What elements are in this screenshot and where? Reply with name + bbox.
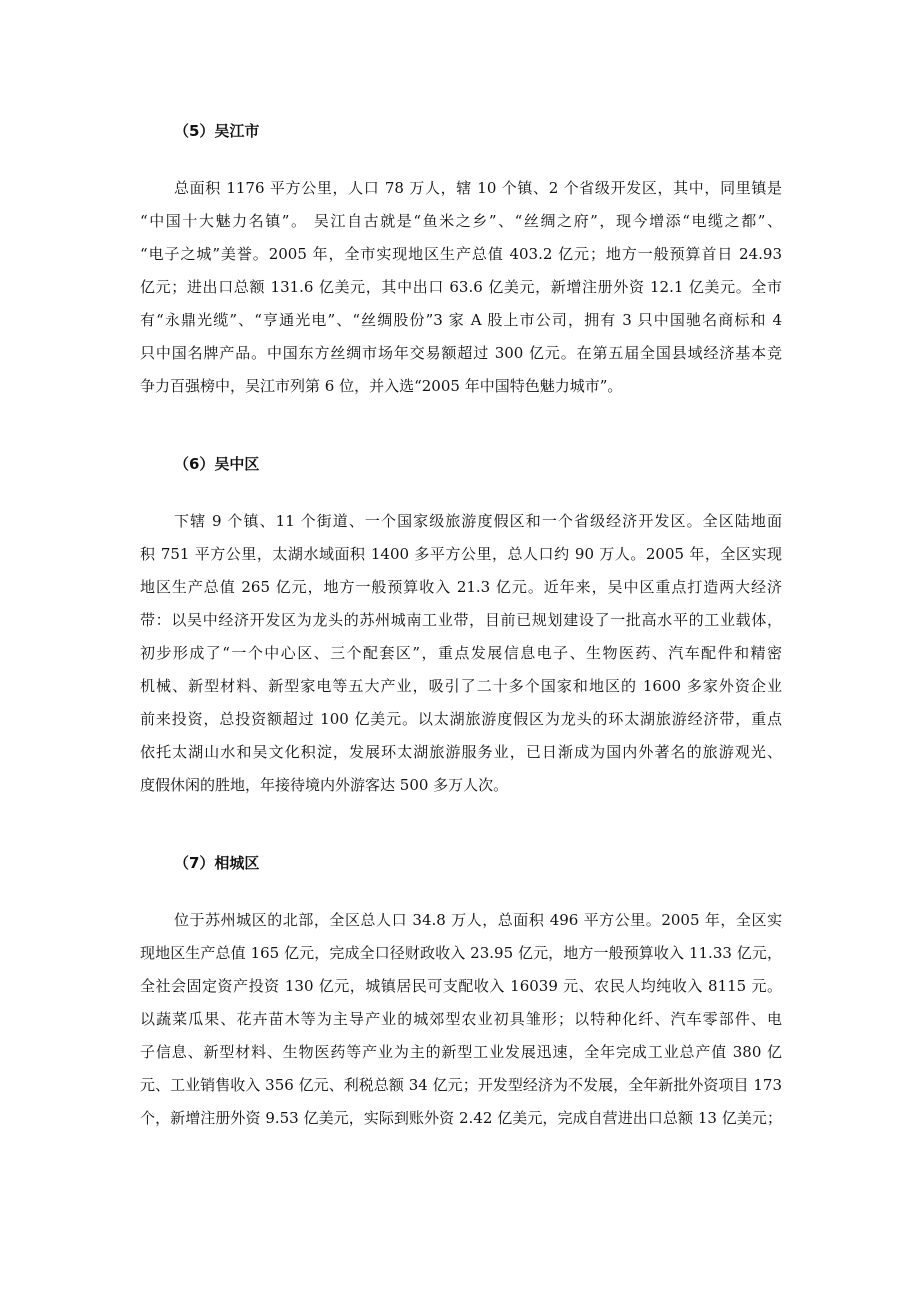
paragraph-line: 带：以吴中经济开发区为龙头的苏州城南工业带，目前已规划建设了一批高水平的工业载体， [140, 611, 782, 629]
paragraph-line: 度假休闲的胜地，年接待境内外游客达 500 多万人次。 [140, 776, 509, 794]
paragraph-line: 个，新增注册外资 9.53 亿美元，实际到账外资 2.42 亿美元，完成自营进出口总额 13 亿美元； [140, 1109, 782, 1127]
paragraph-line: 初步形成了“一个中心区、三个配套区”，重点发展信息电子、生物医药、汽车配件和精密 [140, 644, 782, 662]
paragraph-line: 以蔬菜瓜果、花卉苗木等为主导产业的城郊型农业初具雏形；以特种化纤、汽车零部件、电 [140, 1010, 782, 1028]
paragraph-line: 地区生产总值 265 亿元，地方一般预算收入 21.3 亿元。近年来，吴中区重点打造两大经济 [140, 578, 782, 596]
paragraph-line: 下辖 9 个镇、11 个街道、一个国家级旅游度假区和一个省级经济开发区。全区陆地面 [174, 512, 782, 530]
paragraph-line: 元、工业销售收入 356 亿元、利税总额 34 亿元；开发型经济为不发展，全年新批外资项目 173 [140, 1076, 782, 1094]
section-heading-wujiang: （5）吴江市 [174, 122, 260, 140]
paragraph-line: “中国十大魅力名镇”。 吴江自古就是“鱼米之乡”、“丝绸之府”，现今增添“电缆之都”、 [140, 212, 782, 230]
paragraph-line: 亿元；进出口总额 131.6 亿美元，其中出口 63.6 亿美元，新增注册外资 12.1 亿美元。全市 [140, 278, 782, 296]
paragraph-line: 只中国名牌产品。中国东方丝绸市场年交易额超过 300 亿元。在第五届全国县域经济基本竞 [140, 344, 782, 362]
paragraph-line: 总面积 1176 平方公里，人口 78 万人，辖 10 个镇、2 个省级开发区，其中，同里镇是 [174, 179, 782, 197]
section-heading-xiangcheng: （7）相城区 [174, 854, 260, 872]
paragraph-line: 位于苏州城区的北部，全区总人口 34.8 万人，总面积 496 平方公里。2005 年，全区实 [174, 911, 782, 929]
paragraph-line: 依托太湖山水和吴文化积淀，发展环太湖旅游服务业，已日渐成为国内外著名的旅游观光、 [140, 743, 782, 761]
paragraph-line: 现地区生产总值 165 亿元，完成全口径财政收入 23.95 亿元，地方一般预算收入 11.33 亿元， [140, 944, 782, 962]
paragraph-line: 有“永鼎光缆”、“亨通光电”、“丝绸股份”3 家 A 股上市公司，拥有 3 只中国驰名商标和 4 [140, 311, 782, 329]
paragraph-line: “电子之城”美誉。2005 年，全市实现地区生产总值 403.2 亿元；地方一般预算首日 24.93 [140, 245, 782, 263]
section-heading-wuzhong: （6）吴中区 [174, 455, 260, 473]
paragraph-line: 全社会固定资产投资 130 亿元，城镇居民可支配收入 16039 元、农民人均纯收入 8115 元。 [140, 977, 782, 995]
paragraph-line: 子信息、新型材料、生物医药等产业为主的新型工业发展迅速，全年完成工业总产值 380 亿 [140, 1043, 782, 1061]
paragraph-line: 争力百强榜中，吴江市列第 6 位，并入选“2005 年中国特色魅力城市”。 [140, 377, 623, 395]
paragraph-line: 积 751 平方公里，太湖水域面积 1400 多平方公里，总人口约 90 万人。2005 年，全区实现 [140, 545, 782, 563]
paragraph-line: 机械、新型材料、新型家电等五大产业，吸引了二十多个国家和地区的 1600 多家外资企业 [140, 677, 782, 695]
paragraph-line: 前来投资，总投资额超过 100 亿美元。以太湖旅游度假区为龙头的环太湖旅游经济带，重点 [140, 710, 782, 728]
